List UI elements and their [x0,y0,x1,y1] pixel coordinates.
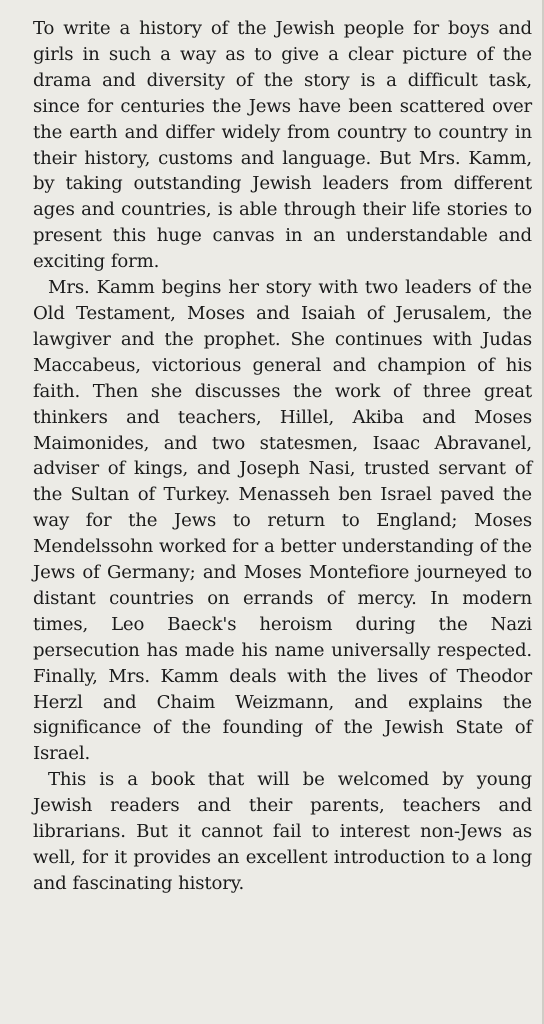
paragraph-intro: To write a history of the Jewish people for boys and girls in such a way as to give a clear picture of the drama and diversity of the story is a difficult task, since for centuries the Jews have been scattered over the earth and differ widely from country to country in their history, customs and language. But Mrs. Kamm, by taking outstanding Jewish leaders from different ages and countries, is able through their life stories to present this huge canvas in an understandable and exciting form. [33,18,532,273]
paragraph-leaders: Mrs. Kamm begins her story with two leaders of the Old Testament, Moses and Isaiah of Jerusalem, the lawgiver and the prophet. She continues with Judas Maccabeus, victorious general and champion of his faith. Then she discusses the work of three great thinkers and teachers, Hillel, Akiba and Moses Maimonides, and two statesmen, Isaac Abravanel, adviser of kings, and Joseph Nasi, trusted servant of the Sultan of Turkey. Menasseh ben Israel paved the way for the Jews to return to England; Moses Mendelssohn worked for a better understanding of the Jews of Germany; and Moses Montefiore journeyed to distant countries on errands of mercy. In modern times, Leo Baeck's heroism during the Nazi persecution has made his name universally respected. Finally, Mrs. Kamm deals with the lives of Theodor Herzl and Chaim Weizmann, and explains the significance of the founding of the Jewish State of Israel. [33,277,532,765]
paragraph-conclusion: This is a book that will be welcomed by young Jewish readers and their parents, teachers and librarians. But it cannot fail to interest non-Jews as well, for it provides an excellent introduction to a long and fascinating history. [33,769,532,894]
